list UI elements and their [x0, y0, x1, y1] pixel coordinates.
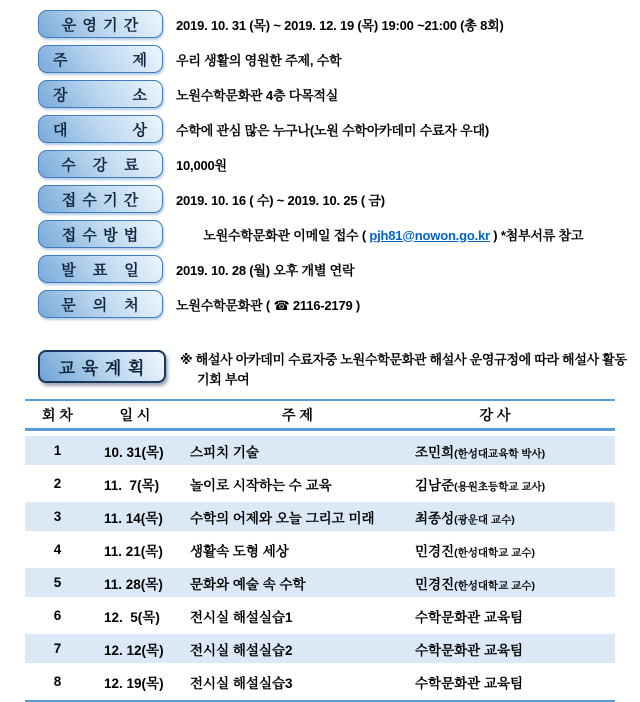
header-subject: 주 제 [282, 406, 313, 423]
header-instructor: 강 사 [479, 406, 511, 423]
cell-instructor [415, 441, 615, 461]
instructor-name: 민경진 [415, 543, 455, 559]
cell-no: 2 [53, 476, 62, 491]
info-row-period [38, 10, 640, 38]
info-value-apply-method [176, 210, 583, 259]
instructor-affiliation: (한성대학교 교수) [454, 546, 536, 559]
schedule-section-title: 교 육 계 획 [38, 350, 166, 383]
info-label-period: 운 영 기 간 [38, 10, 163, 38]
cell-instructor [415, 507, 615, 527]
table-row [25, 601, 615, 630]
cell-no: 5 [53, 575, 62, 590]
info-value-topic: 우리 생활의 영원한 주제, 수학 [176, 52, 342, 68]
header-date: 일 시 [119, 406, 151, 423]
header-no: 회 차 [42, 406, 73, 423]
table-row [25, 568, 615, 597]
table-row [25, 634, 615, 663]
schedule-section-header [38, 350, 640, 389]
cell-date: 11. 28(목) [104, 576, 163, 592]
info-label-apply-method: 접 수 방 법 [38, 220, 163, 248]
instructor-affiliation: (한성대학교 교수) [454, 579, 536, 592]
cell-subject: 전시실 해설실습1 [190, 609, 293, 625]
cell-date: 10. 31(목) [104, 444, 164, 460]
info-value-fee: 10,000원 [176, 157, 227, 173]
info-value-contact: 노원수학문화관 ( ☎ 2116-2179 ) [176, 297, 361, 313]
cell-subject: 수학의 어제와 오늘 그리고 미래 [190, 510, 375, 526]
apply-method-suffix: ) *첨부서류 참고 [489, 227, 584, 243]
info-label-place: 장 소 [38, 80, 163, 108]
info-label-topic: 주 제 [38, 45, 163, 73]
schedule-note: ※ 해설사 아카데미 수료자중 노원수학문화관 해설사 운영규정에 따라 해설사 활동 기회 부여 [180, 352, 627, 387]
cell-instructor [415, 672, 615, 692]
info-row-topic [38, 45, 640, 73]
table-row [25, 502, 615, 531]
info-label-fee: 수 강 료 [38, 150, 163, 178]
cell-subject: 스피치 기술 [190, 444, 259, 460]
cell-subject: 생활속 도형 세상 [190, 543, 289, 559]
cell-subject: 문화와 예술 속 수학 [190, 576, 306, 592]
cell-subject: 전시실 해설실습2 [190, 642, 293, 658]
info-value-period: 2019. 10. 31 (목) ~ 2019. 12. 19 (목) 19:00 ~21:00 (총 8회) [176, 17, 504, 33]
instructor-name: 수학문화관 교육팀 [415, 642, 524, 658]
info-row-contact [38, 290, 640, 318]
info-value-target: 수학에 관심 많은 누구나(노원 수학아카데미 수료자 우대) [176, 122, 489, 138]
instructor-affiliation: (한성대교육학 박사) [454, 447, 546, 460]
info-row-fee [38, 150, 640, 178]
instructor-name: 수학문화관 교육팀 [415, 675, 524, 691]
instructor-affiliation: (광운대 교수) [454, 513, 515, 526]
cell-date: 11. 7(목) [104, 477, 160, 493]
info-row-apply-method [38, 220, 640, 248]
cell-instructor [415, 639, 615, 659]
table-row [25, 535, 615, 564]
cell-instructor [415, 540, 615, 560]
info-label-apply-period: 접 수 기 간 [38, 185, 163, 213]
apply-method-prefix: 노원수학문화관 이메일 접수 ( [203, 227, 370, 243]
info-label-contact: 문 의 처 [38, 290, 163, 318]
cell-instructor [415, 573, 615, 593]
instructor-name: 김남준 [415, 477, 455, 493]
cell-instructor [415, 606, 615, 626]
cell-date: 12. 5(목) [104, 609, 160, 625]
info-label-target: 대 상 [38, 115, 163, 143]
cell-subject: 전시실 해설실습3 [190, 675, 293, 691]
cell-date: 12. 19(목) [104, 675, 164, 691]
table-row [25, 469, 615, 498]
instructor-affiliation: (용원초등학교 교사) [454, 480, 546, 493]
info-value-apply-period: 2019. 10. 16 ( 수) ~ 2019. 10. 25 ( 금) [176, 192, 385, 208]
cell-no: 3 [53, 509, 62, 524]
cell-date: 11. 14(목) [104, 510, 163, 526]
instructor-name: 민경진 [415, 576, 455, 592]
table-row [25, 667, 615, 696]
table-row [25, 436, 615, 465]
cell-subject: 놀이로 시작하는 수 교육 [190, 477, 332, 493]
info-label-announce: 발 표 일 [38, 255, 163, 283]
info-value-place: 노원수학문화관 4층 다목적실 [176, 87, 339, 103]
info-value-announce: 2019. 10. 28 (월) 오후 개별 연락 [176, 262, 355, 278]
schedule-table [25, 399, 615, 702]
instructor-name: 조민희 [415, 444, 455, 460]
cell-no: 6 [53, 608, 62, 623]
cell-date: 12. 12(목) [104, 642, 164, 658]
instructor-name: 수학문화관 교육팀 [415, 609, 524, 625]
info-row-target [38, 115, 640, 143]
cell-no: 7 [53, 641, 62, 656]
email-link[interactable]: pjh81@nowon.go.kr [369, 227, 490, 243]
table-header-row [25, 399, 615, 431]
info-row-place [38, 80, 640, 108]
info-row-announce [38, 255, 640, 283]
program-info-section [0, 10, 640, 318]
cell-no: 4 [53, 542, 62, 557]
cell-date: 11. 21(목) [104, 543, 163, 559]
cell-instructor [415, 474, 615, 494]
cell-no: 8 [53, 674, 62, 689]
instructor-name: 최종성 [415, 510, 455, 526]
cell-no: 1 [53, 443, 62, 458]
